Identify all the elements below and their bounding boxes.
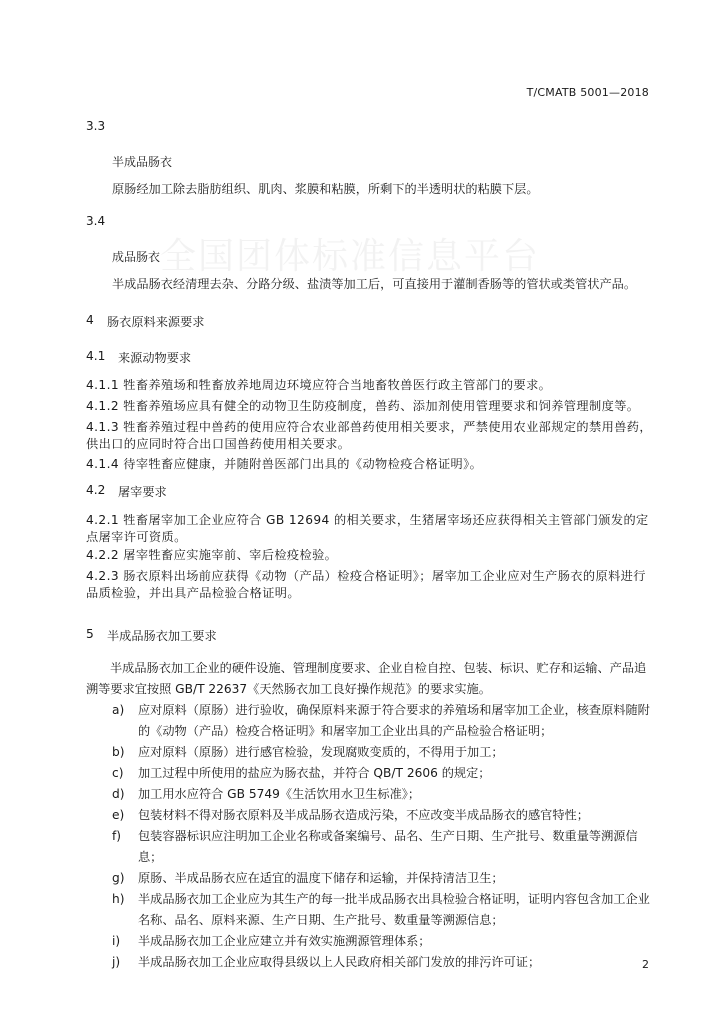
list-item-label: h) [112, 892, 125, 906]
standard-number: T/CMATB 5001—2018 [526, 86, 649, 99]
clause-4-2-3: 4.2.3 肠衣原料出场前应获得《动物（产品）检疫合格证明》；屠宰加工企业应对生产肠衣的原料进行品质检验，并出具产品检验合格证明。 [86, 569, 646, 600]
list-item-label: c) [112, 766, 124, 780]
list-item [112, 805, 660, 826]
list-item [112, 889, 660, 931]
section-5-intro: 半成品肠衣加工企业的硬件设施、管理制度要求、企业自检自控、包装、标识、贮存和运输、产品追溯等要求宜按照 GB/T 22637《天然肠衣加工良好操作规范》的要求实施。 [86, 661, 647, 696]
list-item [112, 700, 660, 742]
watermark: 全国团体标准信息平台 [160, 236, 541, 277]
section-4-title: 肠衣原料来源要求 [107, 315, 205, 329]
term-3-4-number: 3.4 [86, 214, 106, 228]
term-3-3-definition: 原肠经加工除去脂肪组织、肌肉、浆膜和粘膜，所剩下的半透明状的粘膜下层。 [112, 182, 539, 196]
list-item-text: 加工用水应符合 GB 5749《生活饮用水卫生标准》； [138, 787, 421, 801]
list-item-text: 应对原料（原肠）进行验收，确保原料来源于符合要求的养殖场和屠宰加工企业，核查原料随附的《动物（产品）检疫合格证明》和屠宰加工企业出具的产品检验合格证明； [138, 703, 650, 738]
list-item-label: a) [112, 703, 125, 717]
term-3-4-definition: 半成品肠衣经清理去杂、分路分级、盐渍等加工后，可直接用于灌制香肠等的管状或类管状产品。 [112, 277, 637, 291]
list-item-text: 半成品肠衣加工企业应为其生产的每一批半成品肠衣出具检验合格证明，证明内容包含加工企业名称、品名、原料来源、生产日期、生产批号、数重量等溯源信息； [138, 892, 650, 927]
list-item-text: 包装容器标识应注明加工企业名称或备案编号、品名、生产日期、生产批号、数重量等溯源信息； [138, 829, 638, 864]
list-item-label: j) [112, 955, 121, 969]
list-item-label: b) [112, 745, 125, 759]
list-item [112, 763, 660, 784]
clause-4-1-3: 4.1.3 牲畜养殖过程中兽药的使用应符合农业部兽药使用相关要求，严禁使用农业部规定的禁用兽药，供出口的应同时符合出口国兽药使用相关要求。 [86, 420, 652, 451]
list-item-label: g) [112, 871, 125, 885]
list-item-text: 包装材料不得对肠衣原料及半成品肠衣造成污染，不应改变半成品肠衣的感官特性； [138, 808, 589, 822]
list-item [112, 952, 660, 973]
clause-4-2-2: 4.2.2 屠宰牲畜应实施宰前、宰后检疫检验。 [86, 548, 338, 562]
term-3-4-title: 成品肠衣 [112, 250, 161, 264]
section-4-2-number: 4.2 [86, 483, 106, 497]
term-3-3-title: 半成品肠衣 [112, 155, 173, 169]
list-item-label: f) [112, 829, 122, 843]
clause-4-2-1: 4.2.1 牲畜屠宰加工企业应符合 GB 12694 的相关要求，生猪屠宰场还应获得相关主管部门颁发的定点屠宰许可资质。 [86, 513, 649, 544]
section-5-number: 5 [86, 627, 94, 641]
list-item-text: 半成品肠衣加工企业应建立并有效实施溯源管理体系； [138, 934, 431, 948]
list-item-text: 应对原料（原肠）进行感官检验，发现腐败变质的，不得用于加工； [138, 745, 504, 759]
list-item [112, 931, 660, 952]
section-5-title: 半成品肠衣加工要求 [107, 629, 217, 643]
list-item-label: d) [112, 787, 125, 801]
section-4-1-title: 来源动物要求 [118, 351, 192, 365]
list-item-text: 原肠、半成品肠衣应在适宜的温度下储存和运输，并保持清洁卫生； [138, 871, 504, 885]
clause-4-1-4: 4.1.4 待宰牲畜应健康，并随附兽医部门出具的《动物检疫合格证明》。 [86, 457, 483, 471]
list-item [112, 784, 660, 805]
clause-4-1-2: 4.1.2 牲畜养殖场应具有健全的动物卫生防疫制度，兽药、添加剂使用管理要求和饲养管理制度等。 [86, 399, 640, 413]
list-item [112, 826, 660, 868]
list-item [112, 742, 660, 763]
term-3-3-number: 3.3 [86, 119, 106, 133]
list-item [112, 868, 660, 889]
list-item-label: i) [112, 934, 121, 948]
section-4-2-title: 屠宰要求 [118, 485, 167, 499]
clause-4-1-1: 4.1.1 牲畜养殖场和牲畜放养地周边环境应符合当地畜牧兽医行政主管部门的要求。 [86, 378, 552, 392]
page-number: 2 [642, 958, 649, 971]
list-item-label: e) [112, 808, 125, 822]
list-item-text: 加工过程中所使用的盐应为肠衣盐，并符合 QB/T 2606 的规定； [138, 766, 491, 780]
list-item-text: 半成品肠衣加工企业应取得县级以上人民政府相关部门发放的排污许可证； [138, 955, 541, 969]
section-4-1-number: 4.1 [86, 349, 106, 363]
section-4-number: 4 [86, 313, 94, 327]
